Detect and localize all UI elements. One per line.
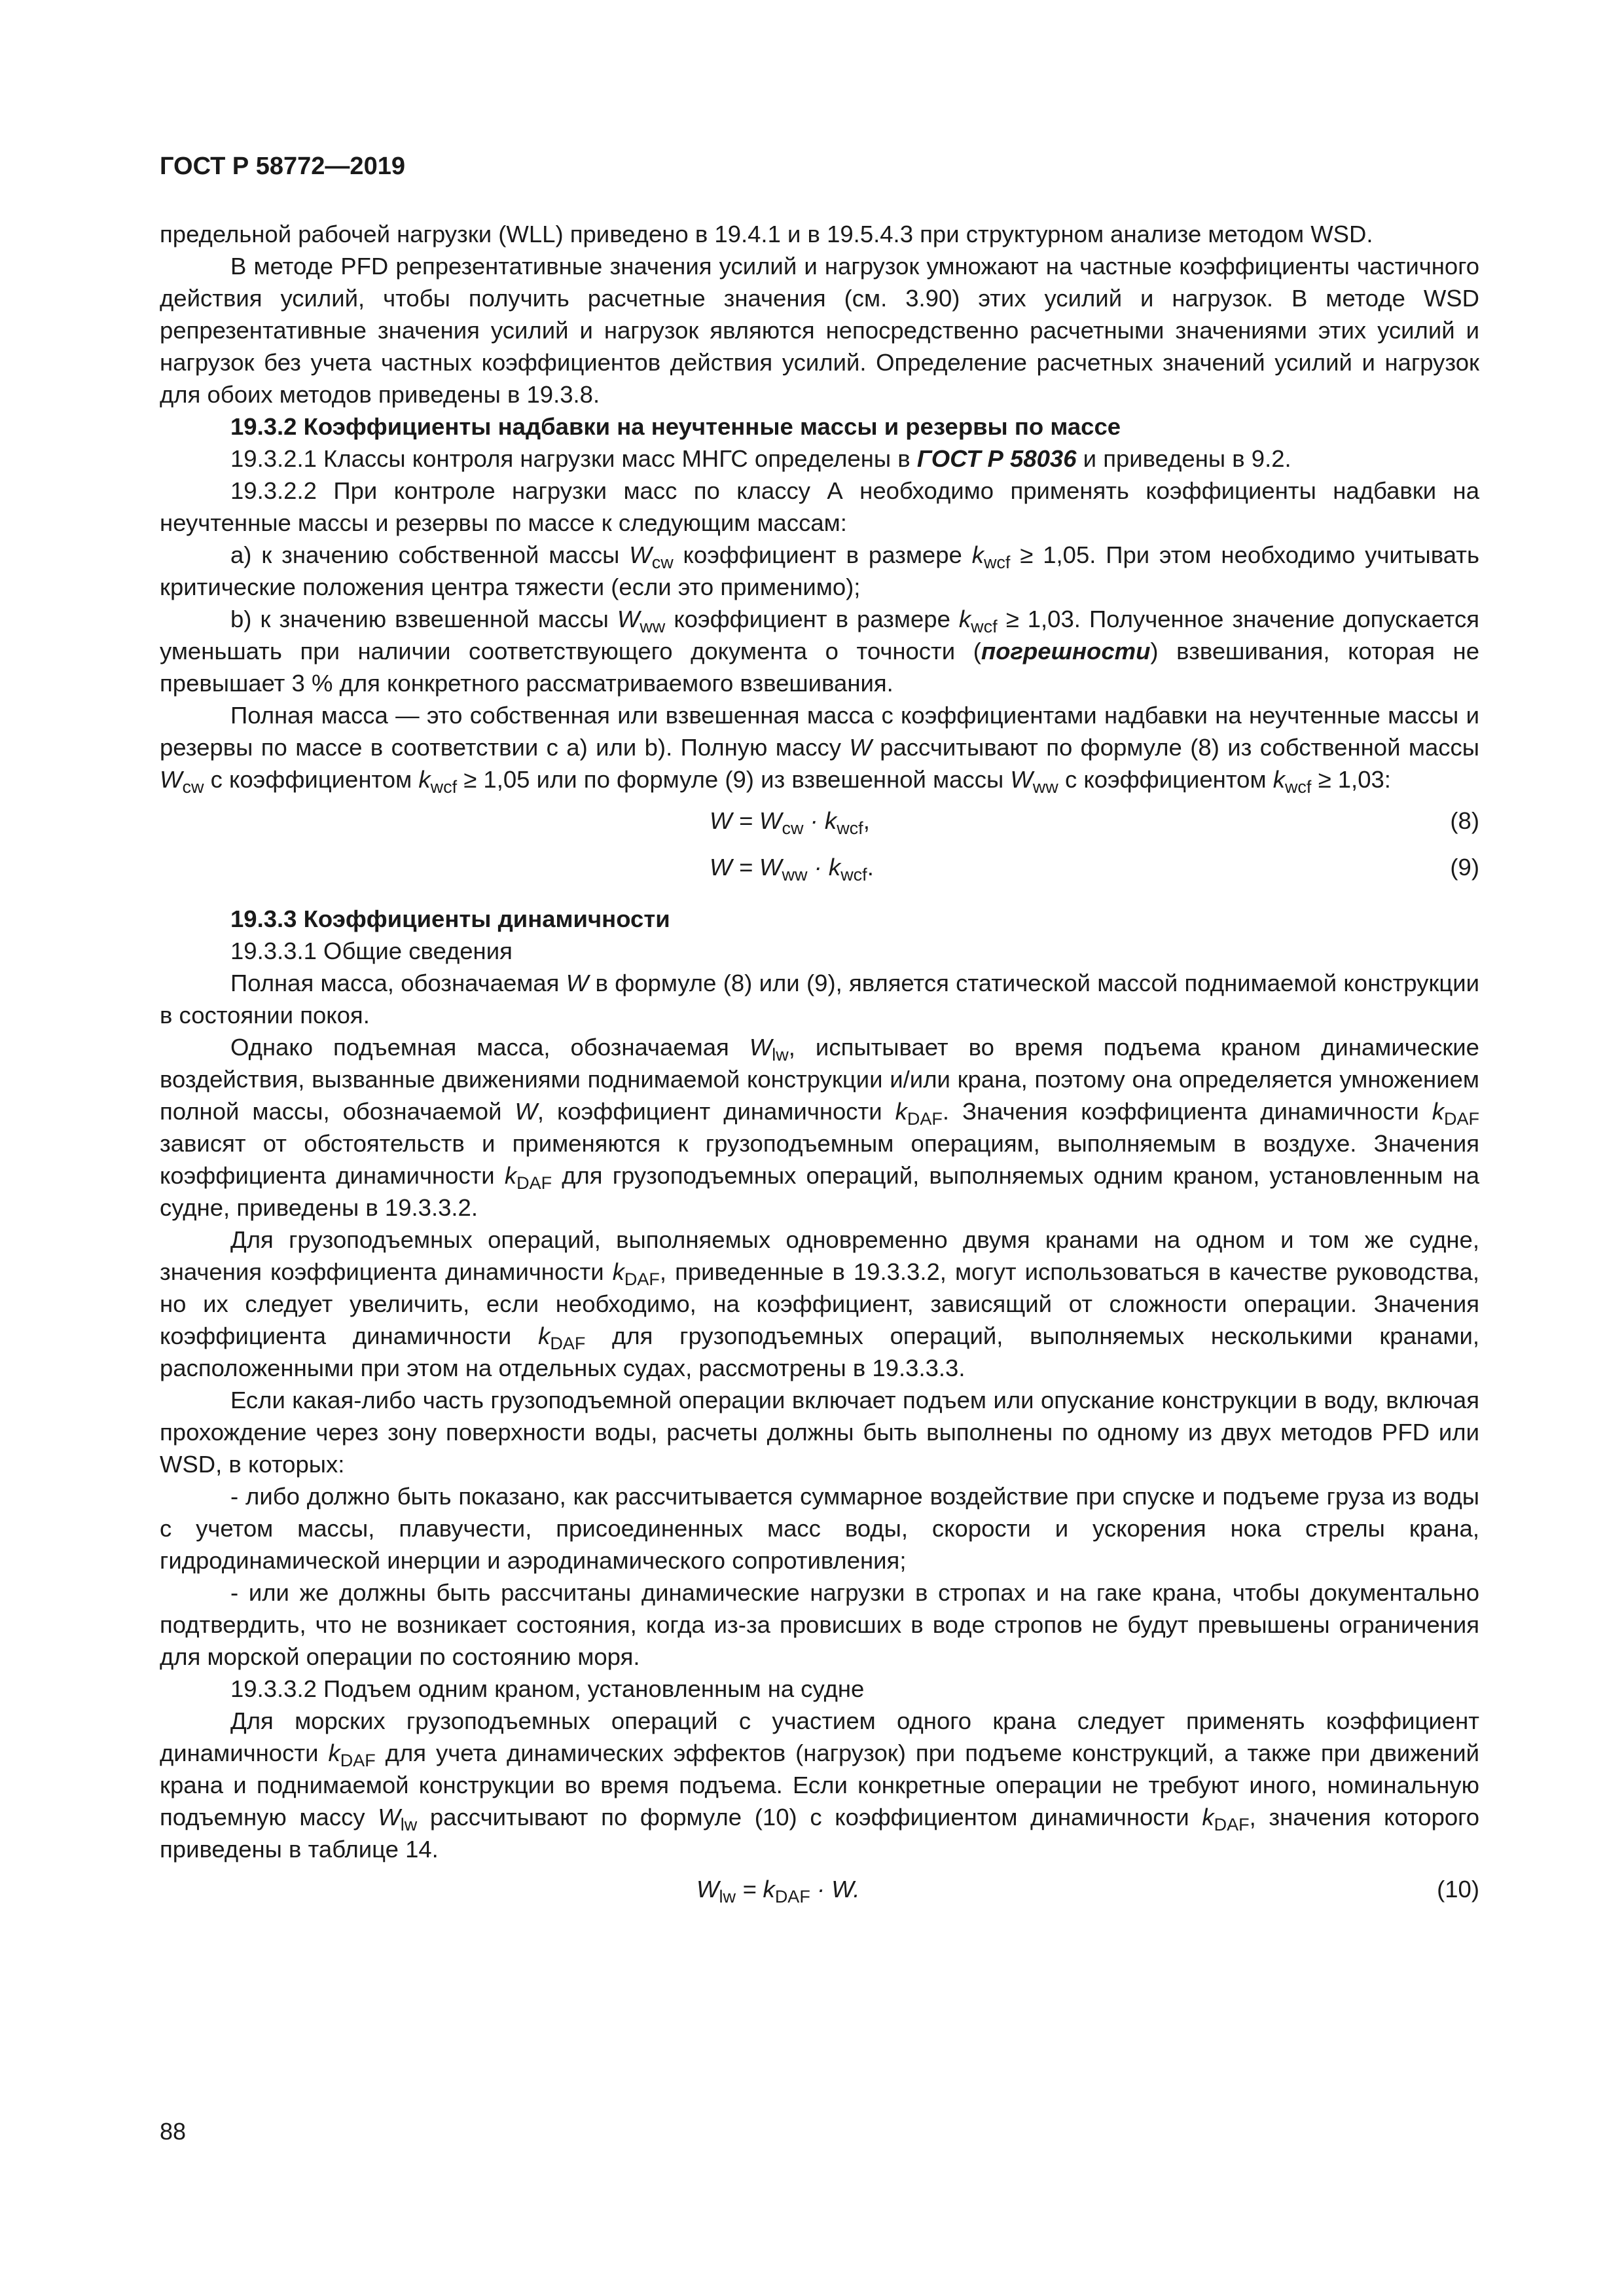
paragraph-pfd-wsd: В методе PFD репрезентативные значения усилий и нагрузок умножают на частные коэффициенты частичного действия усилий, чтобы получить расчетные значения (см. 3.90) этих усилий и нагрузок. В методе WSD репрезентативные значения усилий и нагрузок являются непосредственно расчетными значениями этих усилий и нагрузок без учета частных коэффициентов действия усилий. Определение расчетных значений усилий и нагрузок для обоих методов приведены в 19.3.8. bbox=[160, 253, 1479, 408]
paragraph-full-mass: Полная масса — это собственная или взвешенная масса с коэффициентами надбавки на неучтенные массы и резервы по массе в соответствии с а) или b). Полную массу W рассчитывают по формуле (8) из собственной массы $W_{cw}$ с коэффициентом $k_{wcf} \ge 1,05$ или по формуле (9) из взвешенной массы $W_{ww}$ с коэффициентом $k_{wcf} \ge 1,03$: bbox=[160, 702, 1479, 797]
formula-10: $W_{lw} = k_{DAF} \cdot W$. (10) bbox=[160, 1873, 1479, 1920]
formula-number: (8) bbox=[1450, 807, 1479, 834]
paragraph-two-cranes: Для грузоподъемных операций, выполняемых одновременно двумя кранами на одном и том же судне, значения коэффициента динамичности $k_{DAF}$, приведенные в 19.3.3.2, могут использоваться в качестве руководства, но их следует увеличить, если необходимо, на коэффициент, зависящий от сложности операции. Значения коэффициента динамичности $k_{DAF}$ для грузоподъемных операций, выполняемых несколькими кранами, расположенными при этом на отдельных судах, рассмотрены в 19.3.3.3. bbox=[160, 1226, 1479, 1381]
paragraph-19-3-2-2: 19.3.2.2 При контроле нагрузки масс по классу А необходимо применять коэффициенты надбавки на неучтенные массы и резервы по массе к следующим массам: bbox=[160, 477, 1479, 536]
section-heading-19-3-2: 19.3.2 Коэффициенты надбавки на неучтенные массы и резервы по массе bbox=[230, 413, 1121, 440]
page-number: 88 bbox=[160, 2118, 187, 2145]
paragraph-single-crane: Для морских грузоподъемных операций с участием одного крана следует применять коэффициент динамичности $k_{DAF}$ для учета динамических эффектов (нагрузок) при подъеме конструкций, а также при движений крана и поднимаемой конструкции во время подъема. Если конкретные операции не требуют иного, номинальную подъемную массу $W_{lw}$ рассчитывают по формуле (10) с коэффициентом динамичности $k_{DAF}$, значения которого приведены в таблице 14. bbox=[160, 1707, 1479, 1863]
formula-number: (10) bbox=[1437, 1876, 1479, 1903]
section-heading-19-3-3: 19.3.3 Коэффициенты динамичности bbox=[230, 905, 670, 932]
paragraph-full-mass-static: Полная масса, обозначаемая W в формуле (8) или (9), является статической массой поднимаемой конструкции в состоянии покоя. bbox=[160, 970, 1480, 1029]
paragraph-wll: предельной рабочей нагрузки (WLL) приведено в 19.4.1 и в 19.5.4.3 при структурном анализе методом WSD. bbox=[160, 221, 1373, 247]
standard-reference: ГОСТ Р 58036 bbox=[916, 445, 1077, 472]
list-item-dash-2: - или же должны быть рассчитаны динамические нагрузки в стропах и на гаке крана, чтобы документально подтвердить, что не возникает состояния, когда из-за провисших в воде стропов не будут превышены ограничения для морской операции по состоянию моря. bbox=[160, 1579, 1479, 1670]
paragraph-19-3-3-2: 19.3.3.2 Подъем одним краном, установленным на судне bbox=[230, 1675, 865, 1702]
document-page bbox=[160, 151, 1479, 1920]
formula-number: (9) bbox=[1450, 854, 1479, 881]
list-item-a: а) к значению собственной массы $W_{cw}$ коэффициент в размере $k_{wcf} \ge 1,05$. При этом необходимо учитывать критические положения центра тяжести (если это применимо); bbox=[160, 541, 1479, 600]
formula-9: $W = W_{ww} \cdot k_{wcf}$. (9) bbox=[160, 851, 1479, 898]
paragraph-19-3-2-1: 19.3.2.1 Классы контроля нагрузки масс МНГС определены в ГОСТ Р 58036 и приведены в 9.2. bbox=[230, 445, 1291, 472]
list-item-b: b) к значению взвешенной массы $W_{ww}$ коэффициент в размере $k_{wcf} \ge 1,03$. Полученное значение допускается уменьшать при наличии соответствующего документа о точности (погрешности) взвешивания, которая не превышает 3 % для конкретного рассматриваемого взвешивания. bbox=[160, 606, 1479, 697]
paragraph-lift-mass: Однако подъемная масса, обозначаемая $W_{lw}$, испытывает во время подъема краном динамические воздействия, вызванные движениями поднимаемой конструкции и/или крана, поэтому она определяется умножением полной массы, обозначаемой W, коэффициент динамичности $k_{DAF}$. Значения коэффициента динамичности $k_{DAF}$ зависят от обстоятельств и применяются к грузоподъемным операциям, выполняемым в воздухе. Значения коэффициента динамичности $k_{DAF}$ для грузоподъемных операций, выполняемых одним краном, установленным на судне, приведены в 19.3.3.2. bbox=[160, 1034, 1479, 1221]
paragraph-water: Если какая-либо часть грузоподъемной операции включает подъем или опускание конструкции в воду, включая прохождение через зону поверхности воды, расчеты должны быть выполнены по одному из двух методов PFD или WSD, в которых: bbox=[160, 1387, 1479, 1478]
formula-8: $W = W_{cw} \cdot k_{wcf}$, (8) bbox=[160, 805, 1479, 851]
paragraph-19-3-3-1: 19.3.3.1 Общие сведения bbox=[230, 938, 513, 964]
document-header: ГОСТ Р 58772—2019 bbox=[160, 153, 405, 180]
list-item-dash-1: - либо должно быть показано, как рассчитывается суммарное воздействие при спуске и подъеме груза из воды с учетом массы, плавучести, присоединенных масс воды, скорости и ускорения нока стрелы крана, гидродинамической инерции и аэродинамического сопротивления; bbox=[160, 1483, 1479, 1574]
